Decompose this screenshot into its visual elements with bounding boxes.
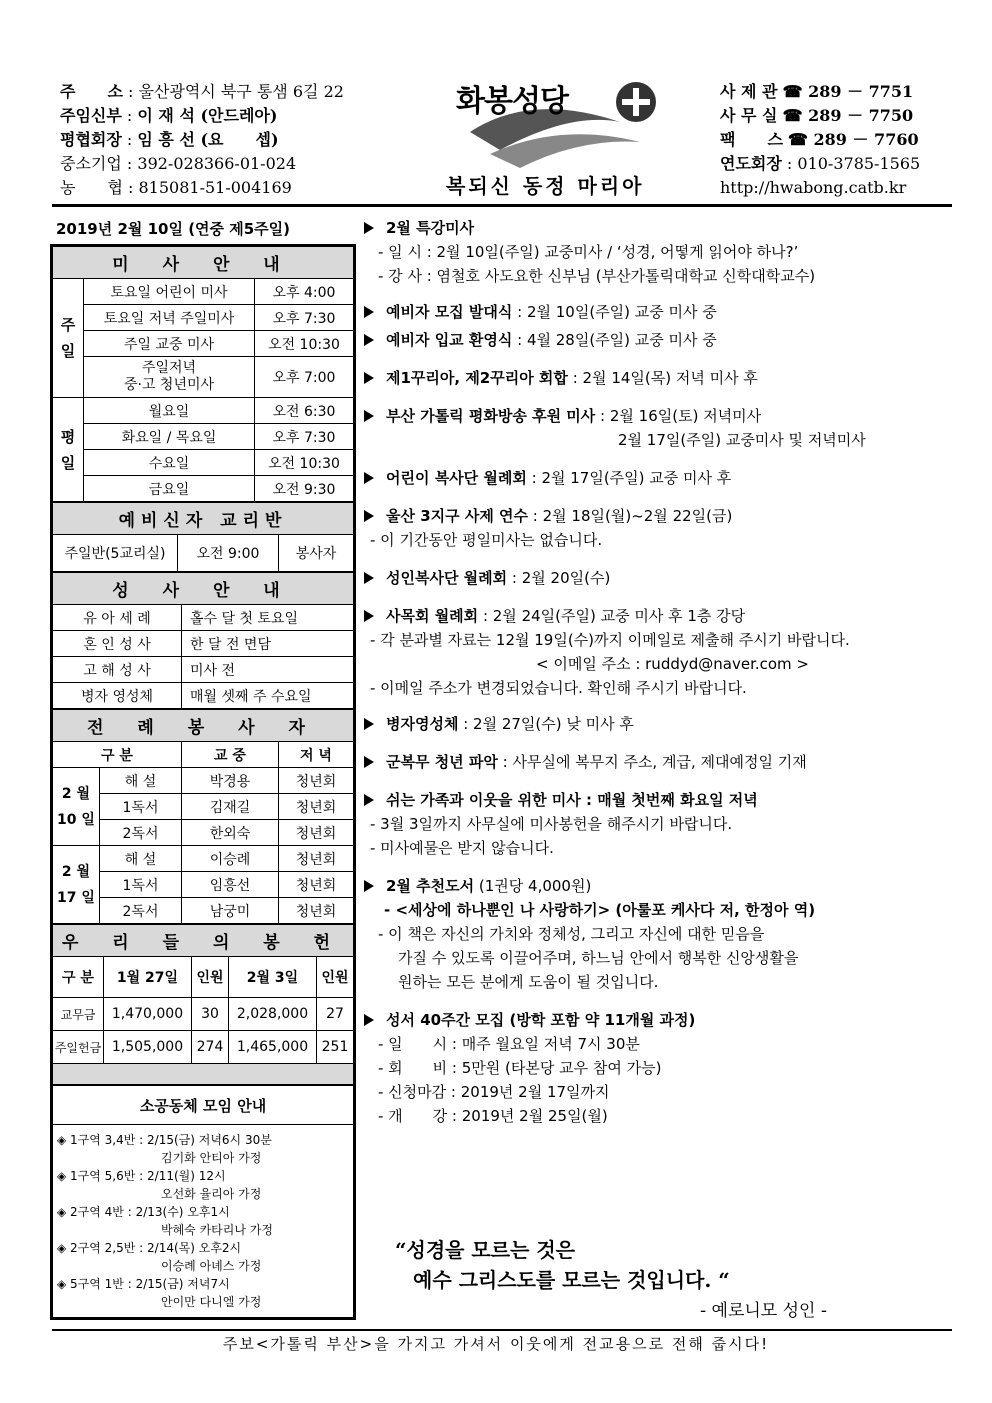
offering-count: 30 xyxy=(192,998,229,1031)
server-role: 2독서 xyxy=(100,898,182,924)
notice-pastoral-council: 사목회 월례회 : 2월 24일(주일) 교중 미사 후 1층 강당 - 각 분과별 자료는 12월 19일(수)까지 이메일로 제출해 주시기 바랍니다. < 이메일 주소 : ruddyd@naver.com > - 이메일 주소가 변경되었습니다. 확인해 주시기 바랍니다. xyxy=(364,604,954,700)
server-role: 2독서 xyxy=(100,820,182,846)
mass-schedule-title: 미 사 안 내 xyxy=(53,247,354,279)
sacrament-name: 혼 인 성 사 xyxy=(53,631,182,657)
header-council-president: 평협회장 : 임 흥 선 (요 셉) xyxy=(60,130,279,149)
server-main: 한외숙 xyxy=(182,820,279,846)
left-info-column xyxy=(50,244,356,1320)
mass-time: 오전 10:30 xyxy=(255,331,354,357)
quote-author: - 예로니모 성인 - xyxy=(700,1301,828,1321)
header-bank-nh: 농 협 : 815081-51-004169 xyxy=(60,178,292,197)
servers-date: 2 월 10 일 xyxy=(53,768,100,846)
offering-header: 1월 27일 xyxy=(104,957,192,998)
triangle-bullet-icon xyxy=(364,718,374,730)
mass-name: 화요일 / 목요일 xyxy=(84,424,255,450)
small-groups-list xyxy=(53,1125,354,1318)
server-evening: 청년회 xyxy=(279,794,354,820)
header-fax: 팩 스 ☎ 289 － 7760 xyxy=(720,130,919,149)
offering-amount: 2,028,000 xyxy=(229,998,317,1031)
sacrament-name: 유 아 세 례 xyxy=(53,605,182,631)
notice-sick-communion: 병자영성체 : 2월 27일(수) 낮 미사 후 xyxy=(364,712,954,736)
server-role: 해 설 xyxy=(100,846,182,872)
mass-time: 오전 9:30 xyxy=(255,476,354,502)
logo-title: 화봉성당 xyxy=(456,84,568,119)
header-info-right xyxy=(720,80,920,200)
offering-count: 251 xyxy=(317,1031,354,1064)
catechumen-table xyxy=(52,502,354,572)
mass-name: 금요일 xyxy=(84,476,255,502)
notice-catechumen-launch: 예비자 모집 발대식 : 2월 10일(주일) 교중 미사 중 xyxy=(364,300,954,324)
mass-time: 오후 4:00 xyxy=(255,279,354,305)
triangle-bullet-icon xyxy=(364,510,374,522)
server-main: 남궁미 xyxy=(182,898,279,924)
notice-priest-training: 울산 3지구 사제 연수 : 2월 18일(월)~2월 22일(금) - 이 기간동안 평일미사는 없습니다. xyxy=(364,504,954,552)
offering-type: 교무금 xyxy=(53,998,104,1031)
header-pastor: 주임신부 : 이 재 석 (안드레아) xyxy=(60,106,278,125)
offering-header: 구 분 xyxy=(53,957,104,998)
mass-time: 오후 7:30 xyxy=(255,305,354,331)
offering-count: 27 xyxy=(317,998,354,1031)
notice-lecture-mass: 2월 특강미사 - 일 시 : 2월 10일(주일) 교중미사 / ‘성경, 어떻게 읽어야 하나?’ - 강 사 : 염철호 사도요한 신부님 (부산가톨릭대학교 신학대학교수) xyxy=(364,216,954,288)
triangle-bullet-icon xyxy=(364,372,374,384)
small-group-host: 안이만 다니엘 가정 xyxy=(161,1295,262,1309)
liturgy-servers-table xyxy=(52,709,354,924)
bottom-divider xyxy=(52,1329,952,1331)
server-role: 1독서 xyxy=(100,872,182,898)
servers-date: 2 월 17 일 xyxy=(53,846,100,924)
offering-type: 주일헌금 xyxy=(53,1031,104,1064)
server-evening: 청년회 xyxy=(279,846,354,872)
notice-curia-meeting: 제1꾸리아, 제2꾸리아 회합 : 2월 14일(목) 저녁 미사 후 xyxy=(364,366,954,390)
header-info-left xyxy=(60,80,344,200)
triangle-bullet-icon xyxy=(364,334,374,346)
offering-header: 2월 3일 xyxy=(229,957,317,998)
mass-name: 주일 교중 미사 xyxy=(84,331,255,357)
server-evening: 청년회 xyxy=(279,768,354,794)
server-evening: 청년회 xyxy=(279,898,354,924)
weekday-label: 평 일 xyxy=(53,398,84,502)
header-address: 주 소 : 울산광역시 북구 통샘 6길 22 xyxy=(60,82,344,101)
server-main: 김재길 xyxy=(182,794,279,820)
footer-message: 주보<가톨릭 부산>을 가지고 가셔서 이웃에게 전교용으로 전해 줍시다! xyxy=(222,1335,770,1353)
small-group-host: 이승례 아녜스 가정 xyxy=(161,1259,262,1273)
notices-column xyxy=(364,216,954,1128)
small-group-item: ◈ 2구역 2,5반 : 2/14(목) 오후2시 xyxy=(57,1241,242,1255)
mass-schedule-table xyxy=(52,246,354,502)
triangle-bullet-icon xyxy=(364,306,374,318)
servers-title: 전 례 봉 사 자 xyxy=(53,710,354,742)
small-groups-table xyxy=(52,1085,354,1318)
sacrament-name: 병자 영성체 xyxy=(53,683,182,709)
mass-name: 토요일 어린이 미사 xyxy=(84,279,255,305)
notice-bible-40-weeks: 성서 40주간 모집 (방학 포함 약 11개월 과정) - 일 시 : 매주 월요일 저녁 7시 30분 - 회 비 : 5만원 (타본당 교우 참여 가능) - 신청마감 : 2019년 2월 17일까지 - 개 강 : 2019년 2월 25일(월) xyxy=(364,1008,954,1128)
triangle-bullet-icon xyxy=(364,222,374,234)
header-website[interactable]: http://hwabong.catb.kr xyxy=(720,178,907,197)
small-groups-title: 소공동체 모임 안내 xyxy=(53,1086,354,1125)
catechumen-volunteer: 봉사자 xyxy=(279,535,354,572)
mass-time: 오전 6:30 xyxy=(255,398,354,424)
mass-name: 주일저녁 중·고 청년미사 xyxy=(84,357,255,398)
email-address[interactable]: < 이메일 주소 : ruddyd@naver.com > xyxy=(536,655,809,673)
triangle-bullet-icon xyxy=(364,572,374,584)
sacrament-schedule: 매월 셋째 주 수요일 xyxy=(182,683,354,709)
servers-header: 구 분 xyxy=(53,742,182,768)
mass-name: 토요일 저녁 주일미사 xyxy=(84,305,255,331)
triangle-bullet-icon xyxy=(364,610,374,622)
offering-count: 274 xyxy=(192,1031,229,1064)
mass-name: 수요일 xyxy=(84,450,255,476)
small-group-item: ◈ 1구역 5,6반 : 2/11(월) 12시 xyxy=(57,1169,226,1183)
sacraments-title: 성 사 안 내 xyxy=(53,573,354,605)
offering-amount: 1,470,000 xyxy=(104,998,192,1031)
scripture-quote: “성경을 모르는 것은 예수 그리스도를 모르는 것입니다. “ xyxy=(395,1238,730,1292)
servers-header: 교 중 xyxy=(182,742,279,768)
servers-header: 저 녁 xyxy=(279,742,354,768)
mass-name: 월요일 xyxy=(84,398,255,424)
catechumen-class: 주일반(5교리실) xyxy=(53,535,178,572)
offering-spacer xyxy=(53,1064,354,1085)
notice-resting-families-mass: 쉬는 가족과 이웃을 위한 미사 : 매월 첫번째 화요일 저녁 - 3월 3일까지 사무실에 미사봉헌을 해주시기 바랍니다. - 미사예물은 받지 않습니다. xyxy=(364,788,954,860)
notice-adult-servers: 성인복사단 월례회 : 2월 20일(수) xyxy=(364,566,954,590)
church-logo xyxy=(440,72,690,200)
offering-header: 인원 xyxy=(192,957,229,998)
notice-military-youth: 군복무 청년 파악 : 사무실에 복무지 주소, 계급, 제대예정일 기재 xyxy=(364,750,954,774)
header-bank-ibk: 중소기업 : 392-028366-01-024 xyxy=(60,154,297,173)
header-rectory-phone: 사 제 관 ☎ 289 － 7751 xyxy=(720,82,914,101)
catechumen-time: 오전 9:00 xyxy=(178,535,279,572)
notice-recommended-book: 2월 추천도서 (1권당 4,000원) - <세상에 하나뿐인 나 사랑하기> (아룰포 케사다 저, 한정아 역) - 이 책은 자신의 가치와 정체성, 그리고 자신에 대한 믿음을 가질 수 있도록 이끌어주며, 하느님 안에서 행복한 신앙생활을 원하는 모든 분에게 도움이 될 것입니다. xyxy=(364,874,954,994)
offering-title: 우 리 들 의 봉 헌 xyxy=(53,925,354,957)
offering-amount: 1,505,000 xyxy=(104,1031,192,1064)
offering-table xyxy=(52,924,354,1085)
mass-time: 오후 7:00 xyxy=(255,357,354,398)
sacrament-name: 고 해 성 사 xyxy=(53,657,182,683)
mass-time: 오후 7:30 xyxy=(255,424,354,450)
notice-broadcast-mass: 부산 가톨릭 평화방송 후원 미사 : 2월 16일(토) 저녁미사 2월 17일(주일) 교중미사 및 저녁미사 xyxy=(364,404,954,452)
sunday-label: 주 일 xyxy=(53,279,84,398)
header-yeondo-president: 연도회장 : 010-3785-1565 xyxy=(720,154,921,173)
logo-subtitle: 복되신 동정 마리아 xyxy=(446,174,645,198)
top-divider xyxy=(52,204,952,207)
server-main: 이승례 xyxy=(182,846,279,872)
server-role: 해 설 xyxy=(100,768,182,794)
small-group-host: 오선화 율리아 가정 xyxy=(161,1187,262,1201)
server-evening: 청년회 xyxy=(279,820,354,846)
catechumen-title: 예비신자 교리반 xyxy=(53,503,354,535)
small-group-item: ◈ 2구역 4반 : 2/13(수) 오후1시 xyxy=(57,1205,230,1219)
bulletin-date: 2019년 2월 10일 (연중 제5주일) xyxy=(56,220,291,238)
sacraments-table xyxy=(52,572,354,709)
mass-time: 오전 10:30 xyxy=(255,450,354,476)
offering-header: 인원 xyxy=(317,957,354,998)
triangle-bullet-icon xyxy=(364,794,374,806)
small-group-item: ◈ 5구역 1반 : 2/15(금) 저녁7시 xyxy=(57,1277,230,1291)
triangle-bullet-icon xyxy=(364,756,374,768)
server-role: 1독서 xyxy=(100,794,182,820)
triangle-bullet-icon xyxy=(364,880,374,892)
header-office-phone: 사 무 실 ☎ 289 － 7750 xyxy=(720,106,914,125)
triangle-bullet-icon xyxy=(364,472,374,484)
sacrament-schedule: 홀수 달 첫 토요일 xyxy=(182,605,354,631)
server-main: 임흥선 xyxy=(182,872,279,898)
notice-catechumen-welcome: 예비자 입교 환영식 : 4월 28일(주일) 교중 미사 중 xyxy=(364,328,954,352)
notice-child-servers: 어린이 복사단 월례회 : 2월 17일(주일) 교중 미사 후 xyxy=(364,466,954,490)
server-evening: 청년회 xyxy=(279,872,354,898)
small-group-item: ◈ 1구역 3,4반 : 2/15(금) 저녁6시 30분 xyxy=(57,1133,272,1147)
sacrament-schedule: 미사 전 xyxy=(182,657,354,683)
triangle-bullet-icon xyxy=(364,410,374,422)
server-main: 박경용 xyxy=(182,768,279,794)
triangle-bullet-icon xyxy=(364,1014,374,1026)
small-group-host: 김기화 안티아 가정 xyxy=(161,1151,262,1165)
small-group-host: 박혜숙 카타리나 가정 xyxy=(161,1223,273,1237)
sacrament-schedule: 한 달 전 면담 xyxy=(182,631,354,657)
offering-amount: 1,465,000 xyxy=(229,1031,317,1064)
